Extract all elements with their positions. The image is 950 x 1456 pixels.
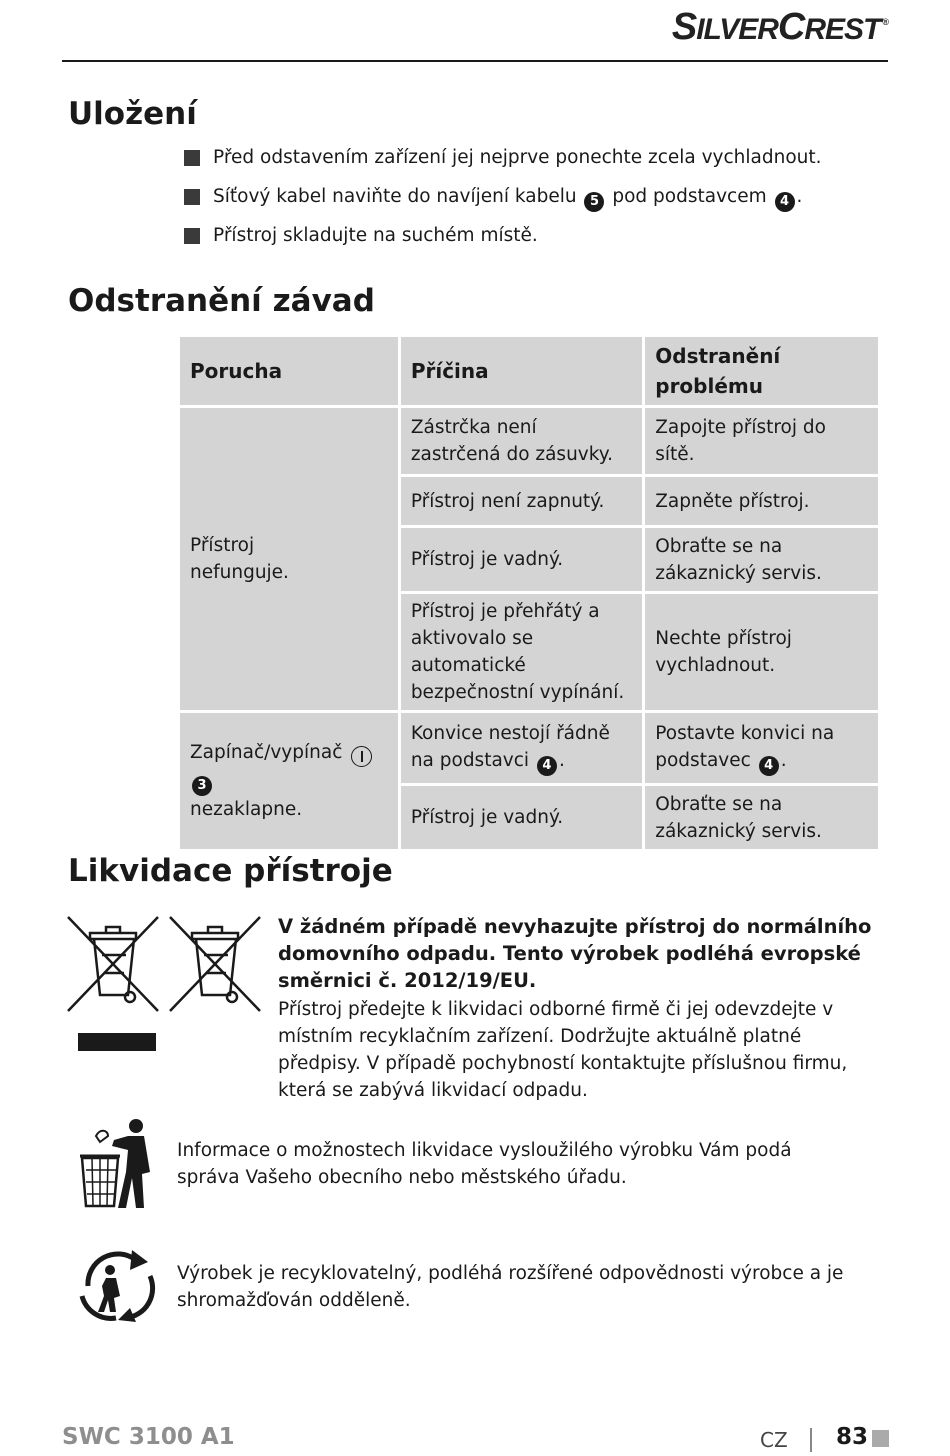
footer-language: CZ bbox=[760, 1428, 788, 1452]
person-throwing-trash-icon bbox=[78, 1116, 156, 1210]
remedy-cell: Obraťte se na zákaznický servis. bbox=[645, 528, 878, 591]
cause-cell: Přístroj je vadný. bbox=[401, 528, 642, 591]
troubleshooting-heading: Odstranění závad bbox=[68, 283, 375, 319]
disposal-warning: V žádném případě nevyhazujte přístroj do normálního domovního odpadu. Tento výrobek podléhá evropské směrnici č. 2012/19/EU. bbox=[278, 915, 872, 992]
part-number-badge: 4 bbox=[775, 192, 795, 212]
cause-cell: Přístroj není zapnutý. bbox=[401, 477, 642, 525]
power-switch-icon bbox=[351, 746, 372, 767]
list-item: Síťový kabel naviňte do navíjení kabelu 5 pod podstavcem 4 . bbox=[184, 185, 822, 224]
header-cell: Porucha bbox=[180, 337, 398, 405]
footer-square-icon bbox=[872, 1430, 889, 1447]
problem-cell: Zapínač/vypínač 3 nezaklapne. bbox=[180, 713, 398, 849]
black-bar-mark bbox=[78, 1033, 156, 1051]
crossed-wheelie-bin-icon bbox=[68, 917, 158, 1011]
cause-cell: Zástrčka není zastrčená do zásuvky. bbox=[401, 408, 642, 474]
header-rule bbox=[62, 60, 888, 62]
table-header-row bbox=[180, 337, 878, 405]
footer-model: SWC 3100 A1 bbox=[62, 1424, 235, 1450]
list-item: Přístroj skladujte na suchém místě. bbox=[184, 224, 822, 263]
troubleshooting-table bbox=[177, 334, 881, 852]
part-number-badge: 5 bbox=[584, 192, 604, 212]
remedy-cell: Postavte konvici na podstavec 4 . bbox=[645, 713, 878, 783]
header-cell: Odstranění problému bbox=[645, 337, 878, 405]
remedy-cell: Nechte přístroj vychladnout. bbox=[645, 594, 878, 710]
crossed-bin-icons bbox=[66, 915, 266, 1055]
remedy-cell: Obraťte se na zákaznický servis. bbox=[645, 786, 878, 849]
part-number-badge: 4 bbox=[759, 756, 779, 776]
bullet-square-icon bbox=[184, 189, 200, 205]
remedy-cell: Zapojte přístroj do sítě. bbox=[645, 408, 878, 474]
table-row bbox=[180, 408, 878, 474]
part-number-badge: 4 bbox=[537, 756, 557, 776]
municipal-info-paragraph: Informace o možnostech likvidace vysloužilého výrobku Vám podá správa Vašeho obecního nebo městského úřadu. bbox=[177, 1140, 792, 1188]
cause-cell: Přístroj je přehřátý a aktivovalo se automatické bezpečnostní vypínání. bbox=[401, 594, 642, 710]
header-cell: Příčina bbox=[401, 337, 642, 405]
brand-logo: SILVERCREST ® bbox=[671, 6, 888, 48]
recyclable-paragraph: Výrobek je recyklovatelný, podléhá rozšířené odpovědnosti výrobce a je shromažďován odděleně. bbox=[177, 1263, 844, 1311]
disposal-heading: Likvidace přístroje bbox=[68, 853, 393, 889]
crossed-wheelie-bin-icon bbox=[170, 917, 260, 1011]
cause-cell: Konvice nestojí řádně na podstavci 4 . bbox=[401, 713, 642, 783]
bullet-square-icon bbox=[184, 150, 200, 166]
recycling-person-icon bbox=[76, 1246, 158, 1326]
list-item: Před odstavením zařízení jej nejprve ponechte zcela vychladnout. bbox=[184, 146, 822, 185]
part-number-badge: 3 bbox=[192, 776, 212, 796]
storage-list bbox=[184, 146, 822, 263]
bullet-square-icon bbox=[184, 228, 200, 244]
remedy-cell: Zapněte přístroj. bbox=[645, 477, 878, 525]
cause-cell: Přístroj je vadný. bbox=[401, 786, 642, 849]
footer-divider bbox=[810, 1428, 812, 1452]
disposal-paragraph: Přístroj předejte k likvidaci odborné firmě či jej odevzdejte v místním recyklačním zařízení. Dodržujte aktuálně platné předpisy. V případě pochybností kontaktujte příslušnou firmu, která se zabývá likvidací odpadu. bbox=[278, 999, 848, 1101]
storage-heading: Uložení bbox=[68, 96, 197, 132]
problem-cell: Přístroj nefunguje. bbox=[180, 408, 398, 710]
table-row bbox=[180, 713, 878, 783]
page-number: 83 bbox=[836, 1424, 869, 1450]
